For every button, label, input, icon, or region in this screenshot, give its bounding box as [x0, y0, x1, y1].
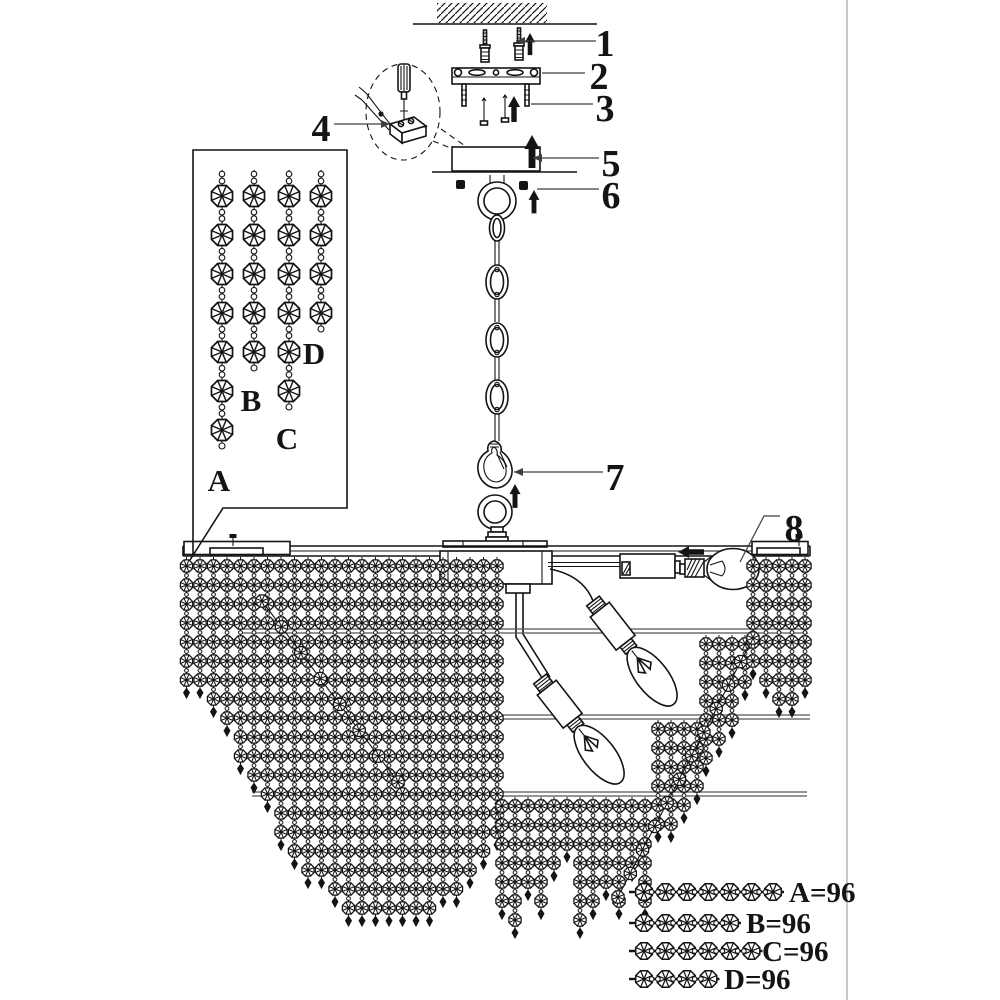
inset-box [190, 150, 347, 560]
crystal-strand [574, 797, 586, 939]
crystal-strand [369, 557, 381, 927]
legend-strand-4 [629, 971, 720, 988]
crystal-strand [383, 557, 395, 927]
inset-strand-C [278, 170, 299, 410]
callout-7: 7 [605, 457, 625, 499]
crystal-strand [548, 797, 560, 882]
wire [548, 563, 620, 567]
crystal-strand [410, 557, 422, 927]
crystal-strand [561, 797, 573, 863]
crystal-strand [786, 557, 798, 718]
legend-label-c: C=96 [762, 936, 829, 968]
crystal-strand [773, 557, 785, 718]
crystal-strand [423, 557, 435, 927]
crystal-strand [437, 557, 449, 908]
callout-8: 8 [784, 508, 804, 550]
crystal-strand [600, 797, 612, 901]
eye-ring [478, 495, 512, 542]
strand-label-a: A [207, 463, 231, 498]
legend-strand-2 [629, 915, 741, 932]
strand-label-b: B [240, 383, 262, 418]
crystal-strand [248, 557, 260, 794]
screwdriver-icon [398, 64, 410, 120]
legend [629, 877, 855, 996]
candle-bulb-lower [527, 669, 633, 792]
strand-label-d: D [302, 336, 326, 371]
crystal-strand [302, 557, 314, 889]
callout-1: 1 [595, 23, 615, 65]
center-rod [516, 593, 550, 681]
strand-label-c: C [275, 421, 299, 456]
canopy [432, 135, 577, 172]
terminal-block-icon [390, 117, 426, 143]
chain-link [486, 380, 508, 414]
legend-strand-3 [629, 943, 763, 960]
callout-leaders [334, 37, 780, 562]
nut-icon [456, 180, 465, 189]
tier-ring-2 [240, 629, 808, 633]
inset-strand-D [310, 170, 331, 332]
crystal-strand [288, 557, 300, 870]
crystal-strand [221, 557, 233, 737]
callout-6: 6 [601, 175, 621, 217]
canopy-screws [481, 95, 521, 125]
callout-5: 5 [601, 143, 621, 185]
crystal-strand [760, 557, 772, 699]
inset-strand-A [211, 170, 232, 449]
crystal-strand [342, 557, 354, 927]
crystal-strand [450, 557, 462, 908]
crystal-strand [234, 557, 246, 775]
legend-label-b: B=96 [746, 908, 811, 940]
crystal-strand [477, 557, 489, 870]
crystal-strand [356, 557, 368, 927]
anchor-bolts [480, 28, 535, 62]
wire [550, 569, 593, 601]
crystal-strand [799, 557, 811, 699]
crystal-strand [194, 557, 206, 699]
callout-3: 3 [595, 88, 615, 130]
up-arrow-icon [525, 33, 535, 55]
up-arrow-icon [529, 190, 540, 213]
crystal-strand [509, 797, 521, 939]
carabiner-hook [478, 441, 512, 488]
inset-strand-B [243, 170, 264, 371]
callout-4: 4 [311, 108, 331, 150]
callout-2: 2 [589, 56, 609, 98]
chain-assembly [478, 175, 521, 542]
crystal-strand [639, 797, 651, 920]
nut-icon [519, 181, 528, 190]
pin-icon [230, 534, 237, 538]
crystal-strands [180, 557, 811, 939]
legend-strand-1 [629, 884, 784, 901]
candle-bulb-upper [580, 591, 686, 714]
legend-label-d: D=96 [724, 964, 791, 996]
up-arrow-icon [508, 96, 520, 122]
crystal-strand [315, 557, 327, 889]
legend-label-a: A=96 [789, 877, 856, 909]
anchor-bolt [480, 30, 490, 62]
up-arrow-icon [509, 484, 520, 508]
anchor-bolt [514, 28, 524, 60]
ceiling-hatch [437, 3, 547, 23]
crystal-strand [464, 557, 476, 889]
crystal-strand [396, 557, 408, 927]
crystal-strand [275, 557, 287, 851]
crystal-strand [329, 557, 341, 908]
crystal-strand [207, 557, 219, 718]
ceiling [413, 3, 597, 24]
inset-strands [211, 170, 331, 449]
chain-link [486, 265, 508, 299]
crystal-strand [678, 720, 690, 824]
crystal-strand [535, 797, 547, 920]
crystal-strand [713, 635, 725, 758]
crystal-strand [180, 557, 192, 699]
mounting-bracket [452, 68, 540, 106]
wiring-detail-balloon [355, 64, 468, 160]
crystal-strand [587, 797, 599, 920]
crystal-strand [522, 797, 534, 901]
callout-numbers [312, 23, 804, 550]
chain-link [486, 323, 508, 357]
